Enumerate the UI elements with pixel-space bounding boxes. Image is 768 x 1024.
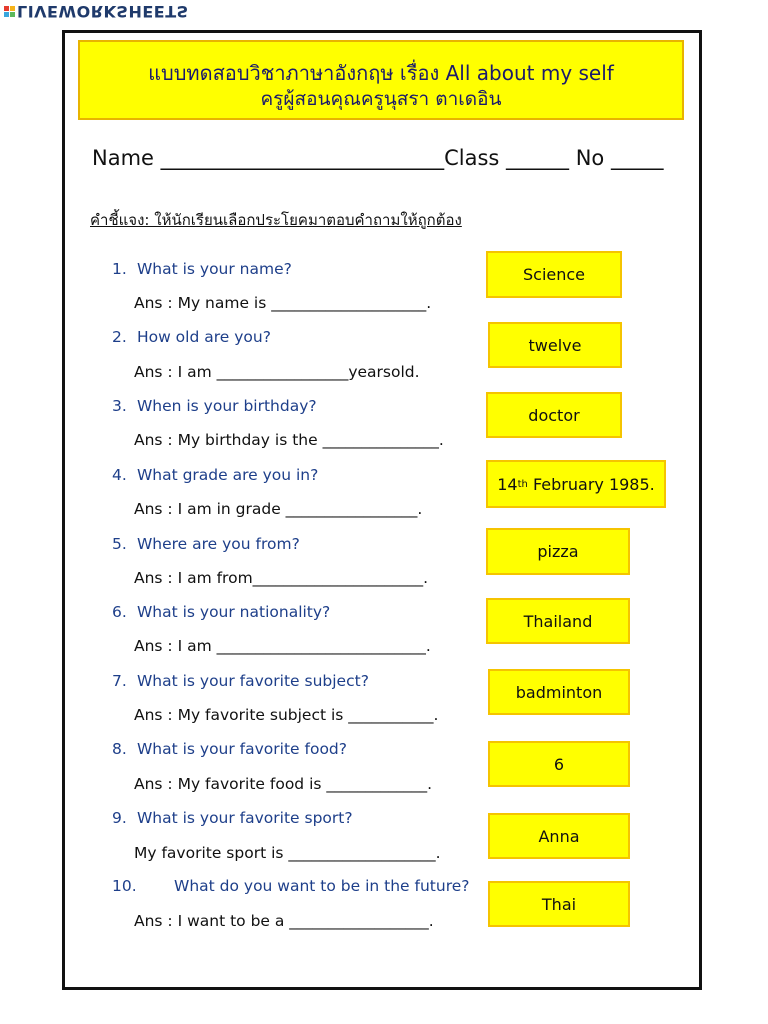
instruction-text: คำชี้แจง: ให้นักเรียนเลือกประโยคมาตอบคำถามให้ถูกต้อง — [90, 211, 462, 229]
answer-10[interactable]: Ans : I want to be a __________________. — [134, 912, 434, 930]
answer-card-thailand[interactable]: Thailand — [486, 598, 630, 644]
worksheet-title: แบบทดสอบวิชาภาษาอังกฤษ เรื่อง All about my self — [148, 61, 614, 85]
answer-7[interactable]: Ans : My favorite subject is ___________. — [134, 706, 439, 724]
student-info-line: Name ___________________________Class ______ No _____ — [92, 146, 664, 170]
logo-icon — [4, 6, 15, 17]
question-7: 7. What is your favorite subject? — [112, 672, 369, 690]
question-6: 6. What is your nationality? — [112, 603, 331, 621]
question-10: 10. What do you want to be in the future? — [112, 877, 470, 895]
question-1: 1. What is your name? — [112, 260, 292, 278]
answer-9[interactable]: My favorite sport is ___________________. — [134, 844, 441, 862]
title-banner — [78, 40, 684, 120]
answer-1[interactable]: Ans : My name is ____________________. — [134, 294, 432, 312]
teacher-name: ครูผู้สอนคุณครูนุสรา ตาเดอิน — [260, 88, 502, 110]
card-ordinal: th — [517, 478, 528, 490]
answer-2[interactable]: Ans : I am _________________yearsold. — [134, 363, 420, 381]
answer-card-thai[interactable]: Thai — [488, 881, 630, 927]
answer-card-six[interactable]: 6 — [488, 741, 630, 787]
answer-6[interactable]: Ans : I am ___________________________. — [134, 637, 431, 655]
question-4: 4. What grade are you in? — [112, 466, 319, 484]
question-3: 3. When is your birthday? — [112, 397, 317, 415]
answer-3[interactable]: Ans : My birthday is the _______________. — [134, 431, 444, 449]
answer-card-birthday[interactable] — [486, 460, 666, 508]
question-8: 8. What is your favorite food? — [112, 740, 347, 758]
card-day: 14 — [497, 474, 518, 494]
answer-card-twelve[interactable]: twelve — [488, 322, 622, 368]
answer-card-pizza[interactable]: pizza — [486, 528, 630, 575]
liveworksheets-logo — [4, 2, 189, 20]
answer-4[interactable]: Ans : I am in grade _________________. — [134, 500, 423, 518]
question-5: 5. Where are you from? — [112, 535, 300, 553]
answer-card-doctor[interactable]: doctor — [486, 392, 622, 438]
answer-card-science[interactable]: Science — [486, 251, 622, 298]
answer-8[interactable]: Ans : My favorite food is _____________. — [134, 775, 433, 793]
answer-card-badminton[interactable]: badminton — [488, 669, 630, 715]
answer-card-anna[interactable]: Anna — [488, 813, 630, 859]
question-9: 9. What is your favorite sport? — [112, 809, 353, 827]
answer-5[interactable]: Ans : I am from______________________. — [134, 569, 429, 587]
question-2: 2. How old are you? — [112, 328, 271, 346]
card-month-year: February 1985. — [527, 474, 655, 494]
logo-text: LIVEWORKSHEETS — [17, 1, 189, 21]
